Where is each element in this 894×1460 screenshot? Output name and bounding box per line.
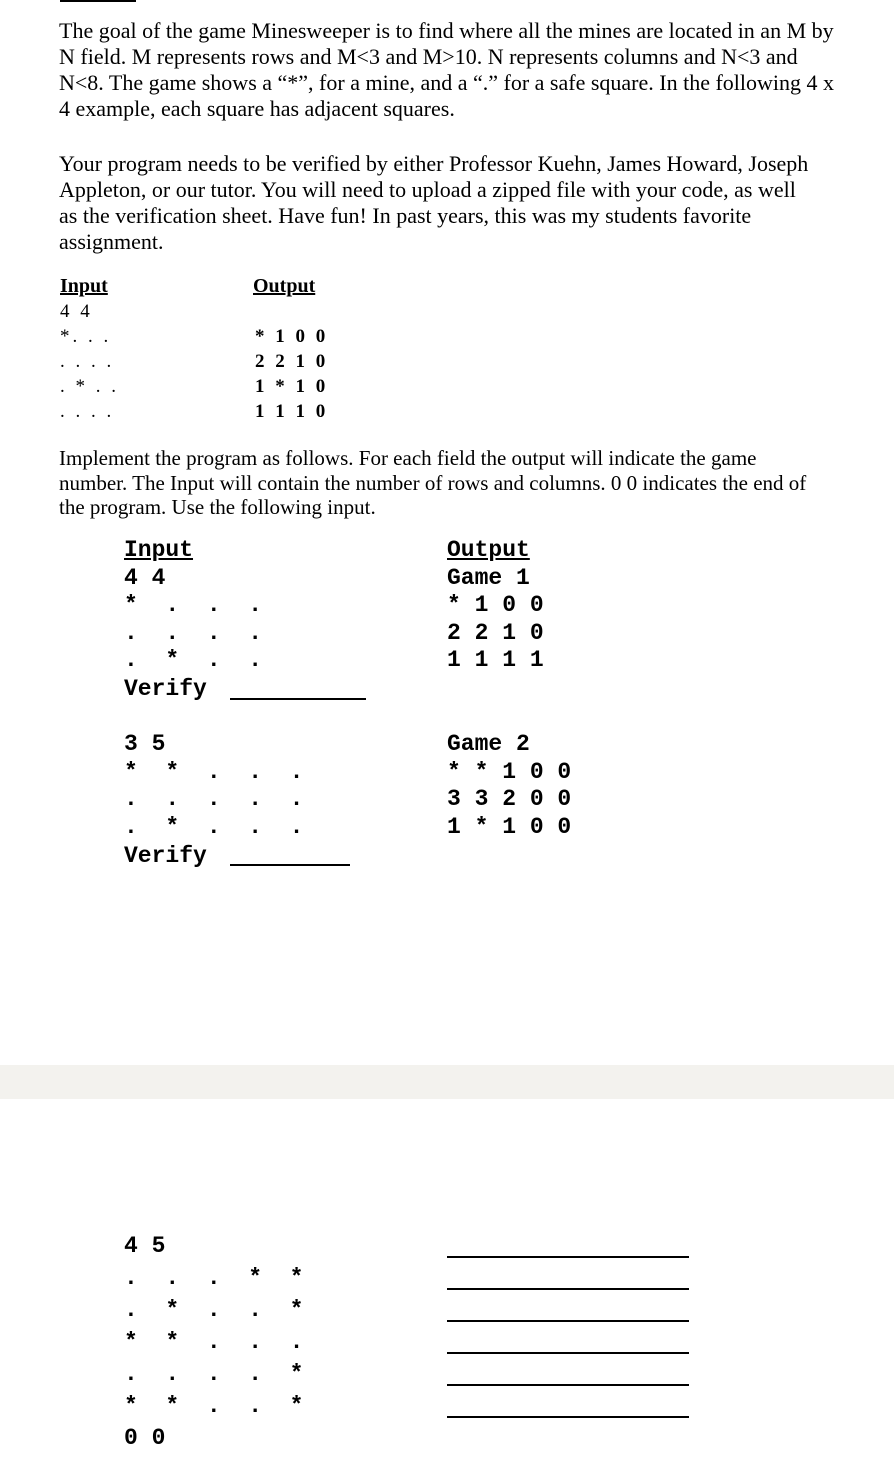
game1-verify-label: Verify: [124, 676, 207, 702]
page2-input-block: [124, 1230, 303, 1454]
answer-line: [447, 1352, 689, 1354]
game1-input-line: 4 4: [124, 564, 166, 591]
instructions-paragraph: Implement the program as follows. For each field the output will indicate the game number. The Input will contain the number of rows and columns. 0 0 indicates the end of the program. Use the following input.: [59, 446, 807, 519]
answer-line: [447, 1288, 689, 1290]
page2-input-line: 4 5: [124, 1233, 166, 1259]
example-output-line: 1 1 1 0: [255, 401, 329, 422]
game2-input-line: 3 5: [124, 731, 166, 757]
intro-paragraph-1: The goal of the game Minesweeper is to find where all the mines are located in an M by N field. M represents rows and M<3 and M>10. N represents columns and N<3 and N<8. The game shows a “*”, for a mine, and a “.” for a safe square. In the following 4 x 4 example, each square has adjacent squares.: [59, 18, 835, 121]
input-header: Input: [124, 537, 194, 563]
example-input-line: *. . .: [60, 326, 112, 347]
game1-input-line: . . . .: [124, 619, 263, 646]
page2-input-line: . . . * *: [124, 1265, 304, 1291]
page2-input-line: * * . . *: [124, 1393, 304, 1419]
game1-output-line: 1 1 1 1: [447, 647, 544, 673]
example-input-header: Input: [60, 275, 108, 297]
game1-output-line: 2 2 1 0: [447, 619, 544, 646]
game2-input-line: . . . . .: [124, 786, 304, 812]
game1-output-line: * 1 0 0: [447, 592, 544, 618]
game2-output-line: 1 * 1 0 0: [447, 813, 572, 840]
example-output-line: * 1 0 0: [255, 326, 329, 347]
example-input-line: . . . .: [60, 351, 115, 372]
game2-output-line: * * 1 0 0: [447, 758, 572, 785]
game2-input-line: * * . . .: [124, 758, 304, 785]
example-output-line: 2 2 1 0: [255, 351, 329, 372]
answer-line: [447, 1256, 689, 1258]
game1-input-line: * . . .: [124, 592, 263, 618]
top-rule: [60, 0, 136, 2]
answer-line: [447, 1384, 689, 1386]
game2-verify-label: Verify: [124, 843, 207, 869]
game1-input-line: . * . .: [124, 647, 263, 673]
answer-line: [447, 1416, 689, 1418]
game2-output-block: [447, 731, 571, 841]
page2-input-line: . . . . *: [124, 1361, 304, 1387]
game1-input-block: [124, 537, 262, 675]
answer-line: [447, 1320, 689, 1322]
game2-output-line: Game 2: [447, 731, 530, 757]
game1-output-line: Game 1: [447, 564, 530, 591]
intro-paragraph-2: Your program needs to be verified by either Professor Kuehn, James Howard, Joseph Appleton, or our tutor. You will need to upload a zipped file with your code, as well as the verification sheet. Have fun! In past years, this was my students favorite assignment.: [59, 151, 809, 254]
example-output-header: Output: [253, 275, 316, 297]
game1-verify-line: [230, 698, 366, 700]
example-input-line: . * . .: [60, 376, 119, 397]
game2-verify-line: [230, 864, 350, 866]
game2-input-block: [124, 731, 303, 841]
example-input-line: . . . .: [60, 401, 115, 422]
page2-input-line: * * . . .: [124, 1329, 304, 1355]
example-input-line: 4 4: [60, 301, 93, 322]
example-input-grid: [60, 299, 119, 424]
page-break-gap: [0, 1065, 894, 1099]
game1-output-block: [447, 537, 544, 675]
output-header: Output: [447, 537, 530, 563]
game2-input-line: . * . . .: [124, 813, 304, 840]
example-output-grid: [255, 324, 328, 424]
page2-input-line: 0 0: [124, 1425, 166, 1451]
game2-output-line: 3 3 2 0 0: [447, 786, 572, 812]
page2-input-line: . * . . *: [124, 1297, 304, 1323]
example-output-line: 1 * 1 0: [255, 376, 329, 397]
